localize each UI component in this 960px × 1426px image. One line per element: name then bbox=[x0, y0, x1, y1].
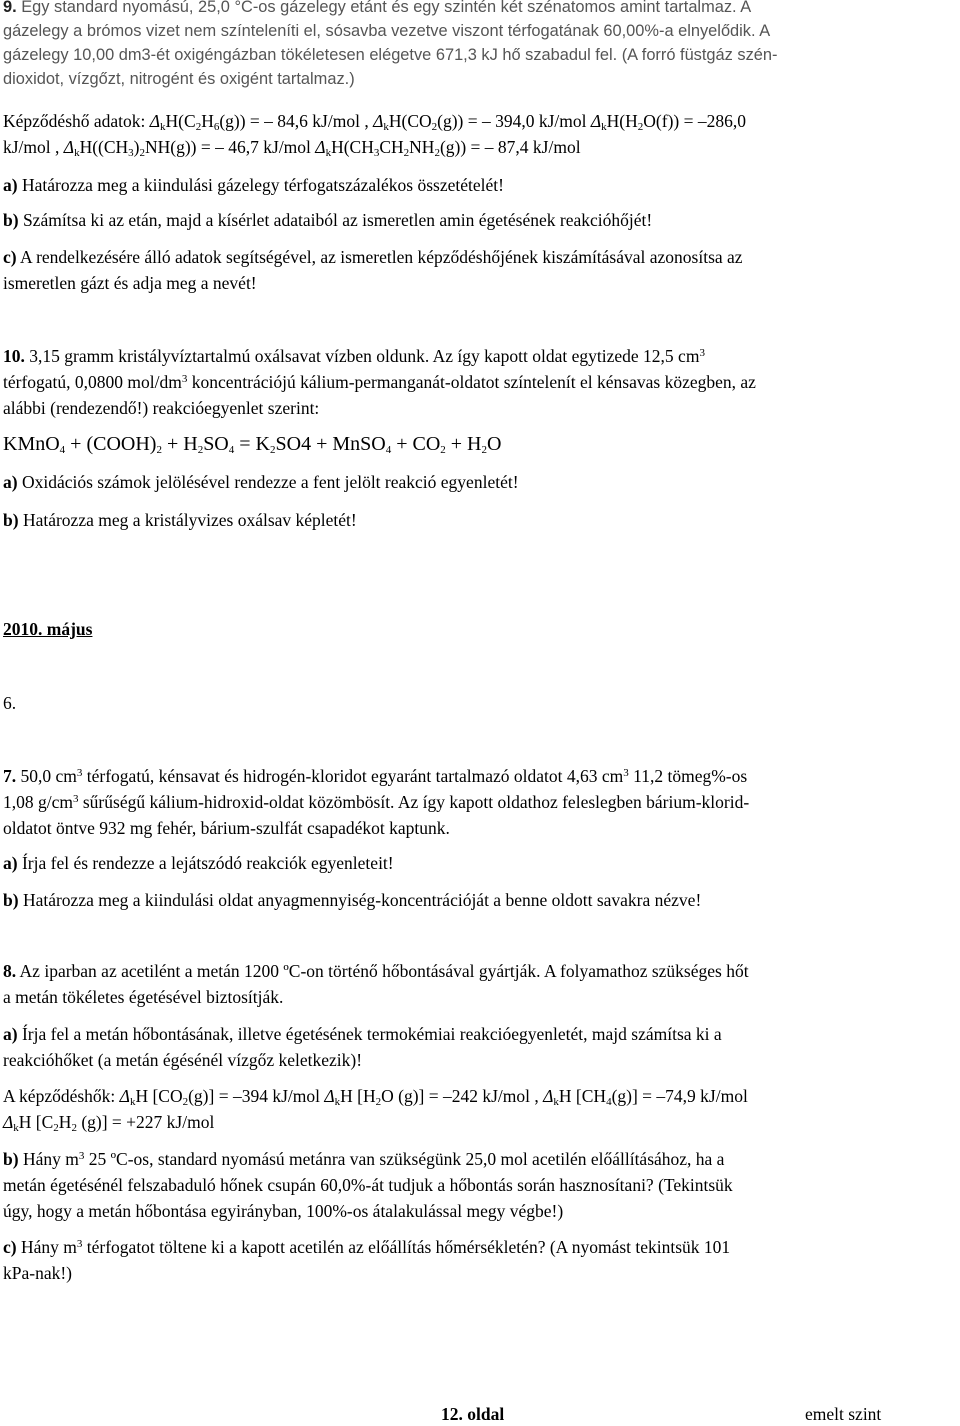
q7-intro: 7. 50,0 $cm^3$ térfogatú, kénsavat és hidrogén-kloridot egyaránt tartalmazó oldatot 4,63 $cm^3$ 11,2 tömeg%-os 1,08 $g/cm^3$ sűrűségű kálium-hidroxid-oldat közömbösít. Az így kapott oldathoz feleslegben bárium-klorid- oldatot öntve 932 mg fehér, bárium-szulfát csapadékot kaptunk. bbox=[3, 766, 750, 838]
q9-line-1: Egy standard nyomású, 25,0 °C-os gázelegy etánt és egy szintén két szénatomos amint tartalmaz. A bbox=[21, 0, 752, 16]
q10-number: 10. bbox=[3, 346, 25, 366]
q7-part-b: b) Határozza meg a kiindulási oldat anyagmennyiség-koncentrációját a benne oldott savakra nézve! bbox=[3, 890, 702, 910]
q7-number: 7. bbox=[3, 766, 17, 786]
q9-part-b: b) Számítsa ki az etán, majd a kísérlet adataiból az ismeretlen amin égetésének reakcióhőjét! bbox=[3, 210, 653, 230]
q8-part-a: a) Írja fel a metán hőbontásának, illetve égetésének termokémiai reakcióegyenletét, majd számítsa ki a reakcióhőket (a metán égésénél vízgőz keletkezik)! bbox=[3, 1024, 722, 1070]
q9-intro bbox=[3, 0, 955, 91]
section-date-heading: 2010. május bbox=[3, 619, 93, 639]
page-number: 12. oldal bbox=[441, 1404, 505, 1424]
q7-part-a: a) Írja fel és rendezze a lejátszódó reakciók egyenleteit! bbox=[3, 853, 394, 873]
q9-line-4: dioxidot, vízgőzt, nitrogént és oxigént tartalmaz.) bbox=[3, 70, 355, 88]
q8-part-c: c) Hány $m^3$ térfogatot töltene ki a kapott acetilén az előállítás hőmérsékletén? (A nyomást tekintsük 101 kPa-nak!) bbox=[3, 1237, 731, 1283]
q8-number: 8. bbox=[3, 961, 17, 981]
q10-part-b: b) Határozza meg a kristályvizes oxálsav képletét! bbox=[3, 510, 357, 530]
q10-intro: 10. 3,15 gramm kristályvíztartalmú oxálsavat vízben oldunk. Az így kapott oldat egytizede 12,5 $cm^3$ térfogatú, 0,0800 mol/$dm^3$ koncentrációjú kálium-permanganát-oldatot színtelenít el kénsavas közegben, az alábbi (rendezendő!) reakcióegyenlet szerint: bbox=[3, 346, 756, 418]
section-number: 6. bbox=[3, 693, 17, 713]
q8-part-b: b) Hány $m^3$ 25 ºC-os, standard nyomású metánra van szükségünk 25,0 mol acetilén előállításához, ha a metán égetésénél felszabaduló hőnek csupán 60,0%-át tudjuk a hőbontás során hasznosítani? (Tekintsük úgy, hogy a metán hőbontása egyirányban, 100%-os átalakulással megy végbe!) bbox=[3, 1149, 733, 1221]
q10-equation: KMnO$_4$ + $(COOH)_2 + H_2SO_4 = K_2SO4$ + MnSO$_4$ + $CO_2 + H_2O$ bbox=[3, 433, 502, 456]
q8-intro: 8. Az iparban az acetilént a metán 1200 ºC-on történő hőbontásával gyártják. A folyamathoz szükséges hőt a metán tökéletes égetésével biztosítják. bbox=[3, 961, 749, 1007]
q10-part-a: a) Oxidációs számok jelölésével rendezze a fent jelölt reakció egyenletét! bbox=[3, 472, 519, 492]
q9-line-3: gázelegy 10,00 dm3-ét oxigéngázban tökéletesen elégetve 671,3 kJ hő szabadul fel. (A forró füstgáz szén- bbox=[3, 46, 778, 64]
q9-part-a: a) Határozza meg a kiindulási gázelegy térfogatszázalékos összetételét! bbox=[3, 175, 504, 195]
q9-data-label: Képződéshő adatok: bbox=[3, 111, 146, 131]
q9-line-2: gázelegy a brómos vizet nem színteleníti el, sósavba vezetve viszont térfogatának 60,00%-a elnyelődik. A bbox=[3, 22, 771, 40]
delta-symbol: Δ bbox=[119, 1086, 130, 1106]
q8-enthalpy-data: A képződéshők: $\Delta_kH$ $[CO_2(g)] = -394$ kJ/mol $\Delta_kH$ [$H_2O$ (g)] = –242 kJ/mol , $\Delta_kH$ $[CH_4(g)] = -74,9$ kJ/mol $\Delta_kH$ [$C_2H_2$ (g)] = +227 kJ/mol bbox=[3, 1086, 748, 1134]
q9-number: 9. bbox=[3, 0, 17, 16]
q9-enthalpy-data: Képződéshő adatok: $\Delta_kH(C_2H_6(g))$ = – 84,6 kJ/mol , $\Delta_kH(CO_2(g))$ = – 394,0 kJ/mol $\Delta_kH(H_2O(f)) = -286,0$ kJ/mol , $\Delta_kH((CH_3)_2NH(g))$ = – 46,7 kJ/mol $\Delta_kH(CH_3CH_2NH_2(g))$ = – 87,4 kJ/mol bbox=[3, 111, 746, 159]
delta-symbol: Δ bbox=[149, 111, 161, 131]
exam-level: emelt szint bbox=[805, 1404, 882, 1424]
q9-part-c: c) A rendelkezésére álló adatok segítségével, az ismeretlen képződéshőjének kiszámításával azonosítsa az ismeretlen gázt és adja meg a nevét! bbox=[3, 247, 743, 293]
